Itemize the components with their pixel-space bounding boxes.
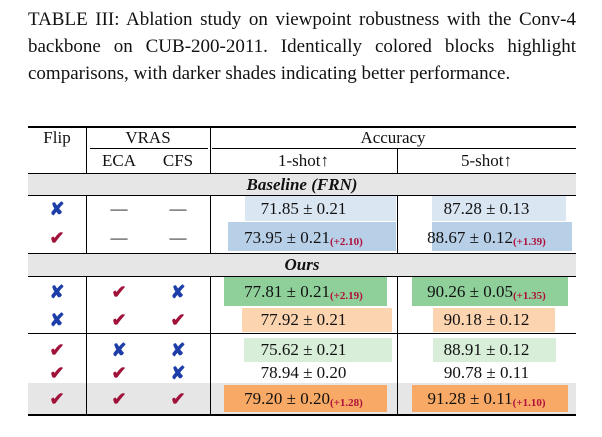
ours-rule: [28, 276, 576, 277]
cfs-dash: —: [169, 199, 187, 218]
table-caption: TABLE III: Ablation study on viewpoint robustness with the Conv-4 backbone on CUB-200-2011. Identically colored blocks highlight comparisons, with darker shades indicating better performance.: [28, 9, 576, 84]
one-shot-value: 73.95 ± 0.21(+2.10): [244, 228, 363, 248]
accuracy-rule: [212, 148, 576, 149]
one-shot-value: 78.94 ± 0.20: [260, 363, 347, 382]
header-vras: VRAS: [125, 128, 171, 147]
eca-check-icon: ✔: [111, 363, 127, 383]
five-shot-value: 90.18 ± 0.12: [443, 310, 530, 329]
eca-cross-icon: ✘: [111, 340, 127, 360]
flip-check-icon: ✔: [49, 340, 65, 360]
flip-cross-icon: ✘: [49, 282, 65, 302]
one-shot-value: 77.81 ± 0.21(+2.19): [244, 282, 363, 302]
header-5shot: 5-shot↑: [461, 151, 512, 170]
header-accuracy: Accuracy: [360, 128, 426, 147]
cfs-cross-icon: ✘: [170, 340, 186, 360]
cfs-dash: —: [169, 228, 187, 247]
flip-check-icon: ✔: [49, 389, 65, 409]
eca-check-icon: ✔: [111, 310, 127, 330]
ablation-table: [28, 126, 576, 421]
cfs-cross-icon: ✘: [170, 282, 186, 302]
five-shot-value: 88.91 ± 0.12: [443, 340, 530, 359]
one-shot-value: 75.62 ± 0.21: [260, 340, 347, 359]
vras-rule: [90, 148, 208, 149]
one-shot-value: 71.85 ± 0.21: [260, 199, 347, 218]
section-ours: Ours: [284, 255, 320, 274]
flip-cross-icon: ✘: [49, 310, 65, 330]
eca-check-icon: ✔: [111, 389, 127, 409]
five-shot-value: 90.78 ± 0.11: [443, 363, 530, 382]
flip-cross-icon: ✘: [49, 199, 65, 219]
baseline-end-rule: [28, 253, 576, 254]
five-shot-value: 88.67 ± 0.12(+1.39): [427, 228, 546, 248]
bottom-rule: [28, 414, 576, 416]
five-shot-value: 91.28 ± 0.11(+1.10): [427, 389, 546, 409]
five-shot-value: 87.28 ± 0.13: [443, 199, 530, 218]
cfs-check-icon: ✔: [170, 310, 186, 330]
eca-check-icon: ✔: [111, 282, 127, 302]
header-rule: [28, 173, 576, 174]
header-1shot: 1-shot↑: [278, 151, 329, 170]
five-shot-value: 90.26 ± 0.05(+1.35): [427, 282, 546, 302]
baseline-rule: [28, 195, 576, 196]
header-flip: Flip: [43, 128, 71, 147]
flip-check-icon: ✔: [49, 228, 65, 248]
one-shot-value: 79.20 ± 0.20(+1.28): [244, 389, 363, 409]
header-cfs: CFS: [162, 151, 194, 170]
eca-dash: —: [110, 199, 128, 218]
cfs-cross-icon: ✘: [170, 363, 186, 383]
section-baseline: Baseline (FRN): [246, 175, 358, 194]
flip-check-icon: ✔: [49, 363, 65, 383]
one-shot-value: 77.92 ± 0.21: [260, 310, 347, 329]
header-eca: ECA: [102, 151, 136, 170]
eca-dash: —: [110, 228, 128, 247]
cfs-check-icon: ✔: [170, 389, 186, 409]
